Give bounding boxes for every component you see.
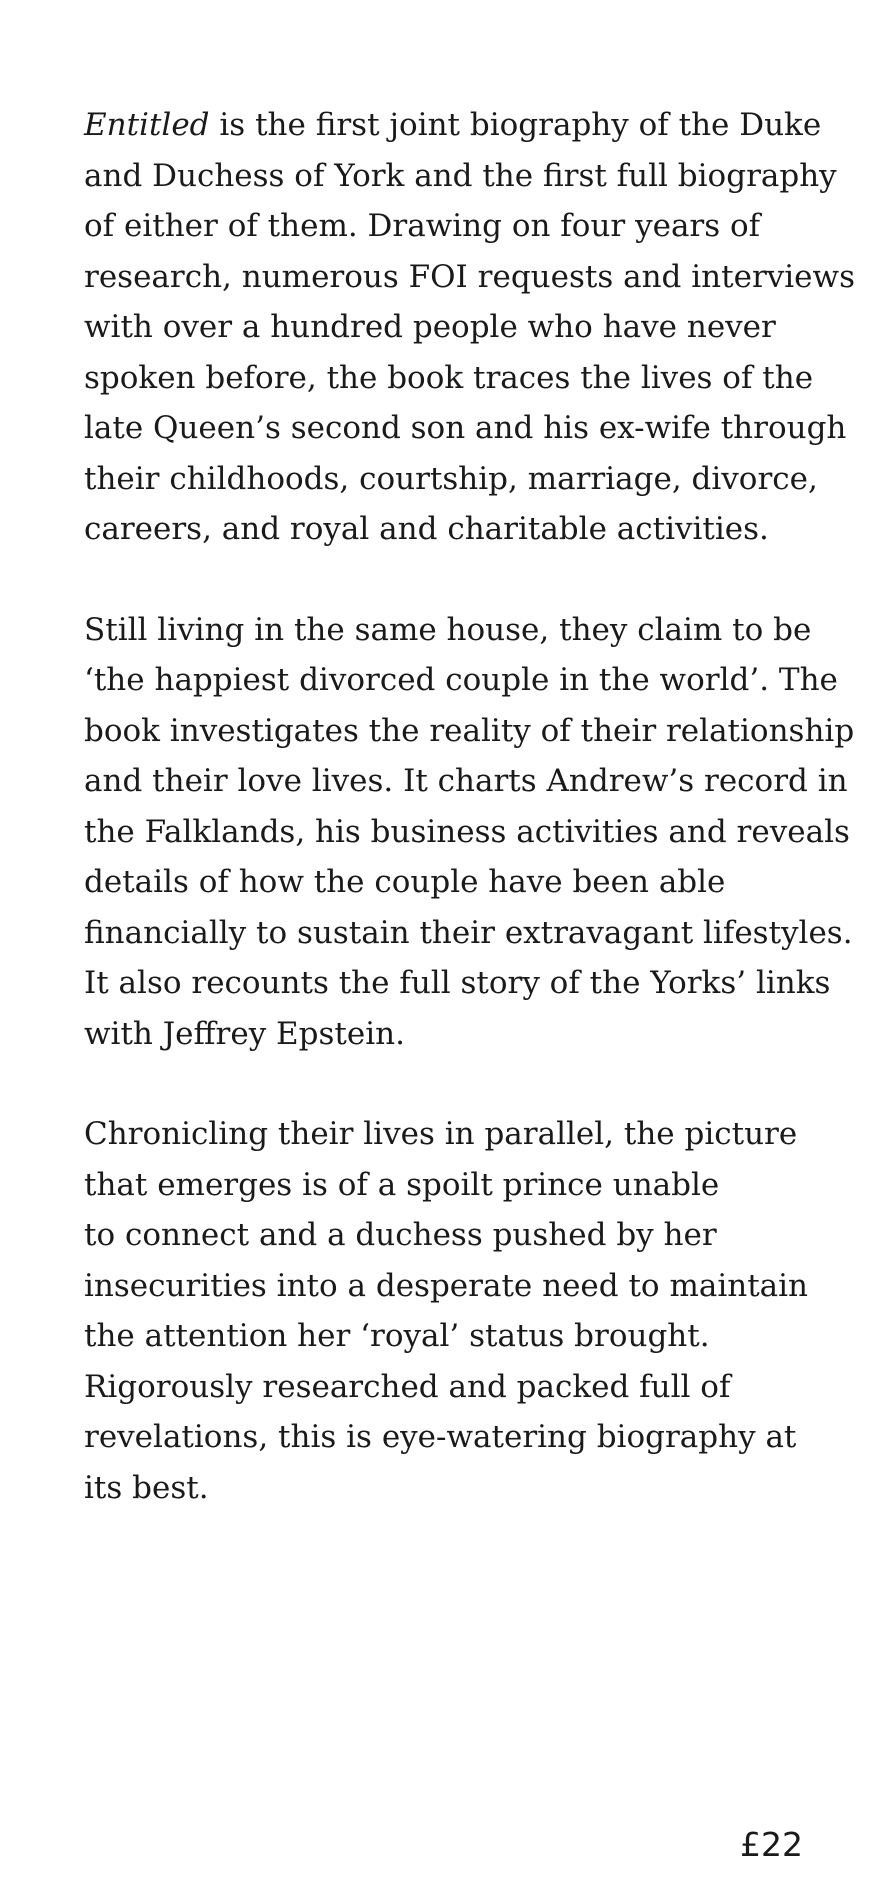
blurb-text <box>84 100 855 1513</box>
text-line: ‘the happiest divorced couple in the world’. The <box>84 662 838 698</box>
text-line: their childhoods, courtship, marriage, divorce, <box>84 460 818 497</box>
text-line: careers, and royal and charitable activities. <box>84 511 769 547</box>
text-line: It also recounts the full story of the Yorks’ links <box>84 965 831 1001</box>
text-line: Chronicling their lives in parallel, the picture <box>84 1116 798 1152</box>
book-title: Entitled <box>84 107 210 143</box>
text-line: book investigates the reality of their relationship <box>84 712 855 749</box>
blurb-paragraph-1 <box>84 100 855 555</box>
blurb-paragraph-2 <box>84 605 855 1060</box>
price-label: £22 <box>740 1825 803 1864</box>
text-line: late Queen’s second son and his ex-wife through <box>84 410 847 446</box>
text-line: and their love lives. It charts Andrew’s record in <box>84 763 848 799</box>
text-line: and Duchess of York and the first full biography <box>84 157 837 194</box>
text-line: details of how the couple have been able <box>84 864 726 900</box>
text-line: with Jeffrey Epstein. <box>84 1015 405 1052</box>
text-line: financially to sustain their extravagant lifestyles. <box>84 914 853 951</box>
text-line: the attention her ‘royal’ status brought. <box>84 1318 710 1354</box>
text-line: revelations, this is eye-watering biography at <box>84 1419 797 1455</box>
text-line: insecurities into a desperate need to maintain <box>84 1267 809 1304</box>
text-line: the Falklands, his business activities and reveals <box>84 813 850 850</box>
text-line: Still living in the same house, they claim to be <box>84 611 812 648</box>
text-line: Rigorously researched and packed full of <box>84 1368 731 1405</box>
text-line: its best. <box>84 1469 209 1506</box>
text-line: that emerges is of a spoilt prince unable <box>84 1166 720 1203</box>
text-line <box>84 100 822 151</box>
text-line: to connect and a duchess pushed by her <box>84 1217 717 1253</box>
blurb-paragraph-3 <box>84 1109 809 1513</box>
text-line-content: is the first joint biography of the Duke <box>219 107 822 143</box>
text-line: of either of them. Drawing on four years of <box>84 208 761 244</box>
text-line: research, numerous FOI requests and interviews <box>84 258 855 295</box>
text-line: with over a hundred people who have never <box>84 309 776 345</box>
text-line: spoken before, the book traces the lives of the <box>84 359 814 396</box>
